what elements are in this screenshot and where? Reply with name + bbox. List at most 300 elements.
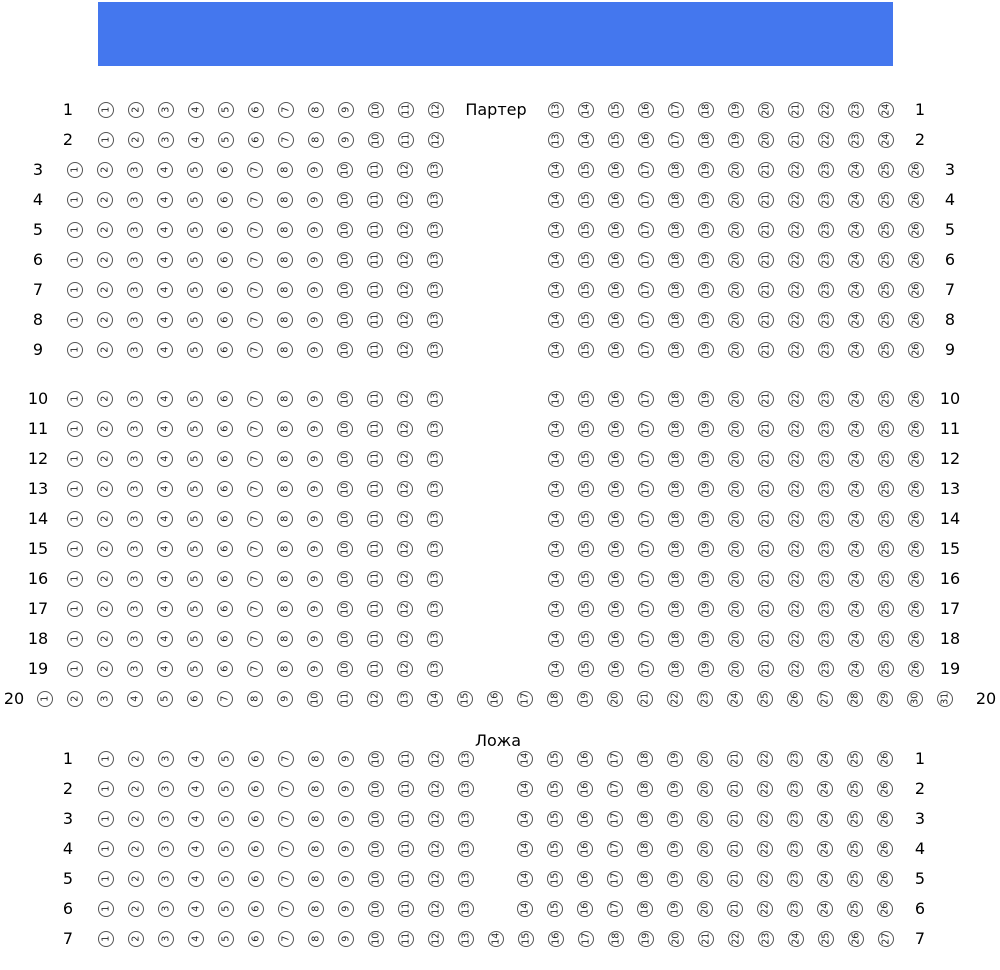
seat[interactable] (428, 781, 444, 797)
seat[interactable] (158, 132, 174, 148)
seat[interactable] (187, 162, 203, 178)
seat[interactable] (667, 781, 683, 797)
seat[interactable] (578, 451, 594, 467)
seat[interactable] (217, 252, 233, 268)
seat[interactable] (847, 781, 863, 797)
seat[interactable] (788, 192, 804, 208)
seat[interactable] (97, 282, 113, 298)
seat[interactable] (128, 811, 144, 827)
seat[interactable] (427, 252, 443, 268)
seat[interactable] (187, 282, 203, 298)
seat[interactable] (368, 751, 384, 767)
seat[interactable] (607, 871, 623, 887)
seat[interactable] (427, 571, 443, 587)
seat[interactable] (878, 931, 894, 947)
seat[interactable] (668, 282, 684, 298)
seat[interactable] (548, 511, 564, 527)
seat[interactable] (248, 102, 264, 118)
seat[interactable] (758, 571, 774, 587)
seat[interactable] (818, 342, 834, 358)
seat[interactable] (578, 631, 594, 647)
seat[interactable] (638, 391, 654, 407)
seat[interactable] (67, 541, 83, 557)
seat[interactable] (878, 252, 894, 268)
seat[interactable] (727, 751, 743, 767)
seat[interactable] (397, 691, 413, 707)
seat[interactable] (427, 192, 443, 208)
seat[interactable] (608, 601, 624, 617)
seat[interactable] (157, 511, 173, 527)
seat[interactable] (427, 162, 443, 178)
seat[interactable] (217, 661, 233, 677)
seat[interactable] (428, 132, 444, 148)
seat[interactable] (608, 342, 624, 358)
seat[interactable] (398, 751, 414, 767)
seat[interactable] (817, 691, 833, 707)
seat[interactable] (698, 312, 714, 328)
seat[interactable] (367, 571, 383, 587)
seat[interactable] (698, 282, 714, 298)
seat[interactable] (398, 102, 414, 118)
seat[interactable] (818, 192, 834, 208)
seat[interactable] (277, 601, 293, 617)
seat[interactable] (668, 252, 684, 268)
seat[interactable] (607, 751, 623, 767)
seat[interactable] (908, 631, 924, 647)
seat[interactable] (157, 571, 173, 587)
seat[interactable] (728, 931, 744, 947)
seat[interactable] (908, 661, 924, 677)
seat[interactable] (758, 601, 774, 617)
seat[interactable] (67, 282, 83, 298)
seat[interactable] (97, 222, 113, 238)
seat[interactable] (277, 222, 293, 238)
seat[interactable] (577, 691, 593, 707)
seat[interactable] (98, 781, 114, 797)
seat[interactable] (668, 931, 684, 947)
seat[interactable] (638, 162, 654, 178)
seat[interactable] (158, 871, 174, 887)
seat[interactable] (397, 601, 413, 617)
seat[interactable] (337, 691, 353, 707)
seat[interactable] (638, 132, 654, 148)
seat[interactable] (337, 391, 353, 407)
seat[interactable] (548, 192, 564, 208)
seat[interactable] (397, 192, 413, 208)
seat[interactable] (548, 631, 564, 647)
seat[interactable] (127, 571, 143, 587)
seat[interactable] (877, 811, 893, 827)
seat[interactable] (157, 661, 173, 677)
seat[interactable] (367, 391, 383, 407)
seat[interactable] (157, 481, 173, 497)
seat[interactable] (698, 102, 714, 118)
seat[interactable] (787, 781, 803, 797)
seat[interactable] (698, 342, 714, 358)
seat[interactable] (608, 421, 624, 437)
seat[interactable] (277, 511, 293, 527)
seat[interactable] (367, 252, 383, 268)
seat[interactable] (638, 222, 654, 238)
seat[interactable] (818, 252, 834, 268)
seat[interactable] (427, 451, 443, 467)
seat[interactable] (97, 571, 113, 587)
seat[interactable] (97, 421, 113, 437)
seat[interactable] (157, 252, 173, 268)
seat[interactable] (248, 781, 264, 797)
seat[interactable] (338, 781, 354, 797)
seat[interactable] (218, 931, 234, 947)
seat[interactable] (877, 781, 893, 797)
seat[interactable] (788, 252, 804, 268)
seat[interactable] (307, 282, 323, 298)
seat[interactable] (127, 192, 143, 208)
seat[interactable] (758, 132, 774, 148)
seat[interactable] (787, 871, 803, 887)
seat[interactable] (337, 342, 353, 358)
seat[interactable] (428, 102, 444, 118)
seat[interactable] (157, 222, 173, 238)
seat[interactable] (548, 132, 564, 148)
seat[interactable] (67, 601, 83, 617)
seat[interactable] (218, 132, 234, 148)
seat[interactable] (548, 541, 564, 557)
seat[interactable] (788, 451, 804, 467)
seat[interactable] (547, 901, 563, 917)
seat[interactable] (187, 391, 203, 407)
seat[interactable] (668, 391, 684, 407)
seat[interactable] (728, 282, 744, 298)
seat[interactable] (578, 102, 594, 118)
seat[interactable] (217, 571, 233, 587)
seat[interactable] (728, 421, 744, 437)
seat[interactable] (337, 631, 353, 647)
seat[interactable] (698, 451, 714, 467)
seat[interactable] (848, 541, 864, 557)
seat[interactable] (728, 631, 744, 647)
seat[interactable] (247, 282, 263, 298)
seat[interactable] (397, 342, 413, 358)
seat[interactable] (878, 342, 894, 358)
seat[interactable] (67, 312, 83, 328)
seat[interactable] (277, 451, 293, 467)
seat[interactable] (217, 162, 233, 178)
seat[interactable] (878, 102, 894, 118)
seat[interactable] (397, 451, 413, 467)
seat[interactable] (668, 451, 684, 467)
seat[interactable] (247, 312, 263, 328)
seat[interactable] (608, 451, 624, 467)
seat[interactable] (248, 132, 264, 148)
seat[interactable] (308, 901, 324, 917)
seat[interactable] (127, 691, 143, 707)
seat[interactable] (638, 541, 654, 557)
seat[interactable] (758, 252, 774, 268)
seat[interactable] (368, 781, 384, 797)
seat[interactable] (397, 222, 413, 238)
seat[interactable] (458, 841, 474, 857)
seat[interactable] (337, 511, 353, 527)
seat[interactable] (817, 811, 833, 827)
seat[interactable] (667, 691, 683, 707)
seat[interactable] (818, 631, 834, 647)
seat[interactable] (908, 421, 924, 437)
seat[interactable] (67, 691, 83, 707)
seat[interactable] (98, 871, 114, 887)
seat[interactable] (878, 391, 894, 407)
seat[interactable] (188, 781, 204, 797)
seat[interactable] (878, 312, 894, 328)
seat[interactable] (97, 391, 113, 407)
seat[interactable] (278, 811, 294, 827)
seat[interactable] (547, 691, 563, 707)
seat[interactable] (308, 102, 324, 118)
seat[interactable] (398, 811, 414, 827)
seat[interactable] (518, 931, 534, 947)
seat[interactable] (367, 421, 383, 437)
seat[interactable] (578, 541, 594, 557)
seat[interactable] (728, 601, 744, 617)
seat[interactable] (578, 162, 594, 178)
seat[interactable] (367, 481, 383, 497)
seat[interactable] (337, 192, 353, 208)
seat[interactable] (788, 421, 804, 437)
seat[interactable] (218, 901, 234, 917)
seat[interactable] (548, 102, 564, 118)
seat[interactable] (788, 391, 804, 407)
seat[interactable] (278, 102, 294, 118)
seat[interactable] (278, 931, 294, 947)
seat[interactable] (608, 312, 624, 328)
seat[interactable] (908, 571, 924, 587)
seat[interactable] (277, 391, 293, 407)
seat[interactable] (247, 661, 263, 677)
seat[interactable] (697, 841, 713, 857)
seat[interactable] (397, 312, 413, 328)
seat[interactable] (578, 571, 594, 587)
seat[interactable] (397, 631, 413, 647)
seat[interactable] (668, 541, 684, 557)
seat[interactable] (848, 282, 864, 298)
seat[interactable] (248, 841, 264, 857)
seat[interactable] (548, 601, 564, 617)
seat[interactable] (668, 421, 684, 437)
seat[interactable] (127, 661, 143, 677)
seat[interactable] (217, 451, 233, 467)
seat[interactable] (67, 162, 83, 178)
seat[interactable] (877, 871, 893, 887)
seat[interactable] (307, 661, 323, 677)
seat[interactable] (608, 192, 624, 208)
seat[interactable] (397, 162, 413, 178)
seat[interactable] (337, 601, 353, 617)
seat[interactable] (757, 781, 773, 797)
seat[interactable] (577, 781, 593, 797)
seat[interactable] (277, 691, 293, 707)
seat[interactable] (847, 811, 863, 827)
seat[interactable] (218, 811, 234, 827)
seat[interactable] (667, 841, 683, 857)
seat[interactable] (277, 661, 293, 677)
seat[interactable] (698, 631, 714, 647)
seat[interactable] (547, 841, 563, 857)
seat[interactable] (158, 901, 174, 917)
seat[interactable] (788, 342, 804, 358)
seat[interactable] (367, 451, 383, 467)
seat[interactable] (277, 541, 293, 557)
seat[interactable] (848, 481, 864, 497)
seat[interactable] (367, 282, 383, 298)
seat[interactable] (187, 252, 203, 268)
seat[interactable] (757, 841, 773, 857)
seat[interactable] (367, 342, 383, 358)
seat[interactable] (187, 481, 203, 497)
seat[interactable] (698, 511, 714, 527)
seat[interactable] (788, 571, 804, 587)
seat[interactable] (758, 312, 774, 328)
seat[interactable] (908, 192, 924, 208)
seat[interactable] (878, 631, 894, 647)
seat[interactable] (487, 691, 503, 707)
seat[interactable] (458, 871, 474, 887)
seat[interactable] (848, 601, 864, 617)
seat[interactable] (367, 162, 383, 178)
seat[interactable] (187, 691, 203, 707)
seat[interactable] (337, 661, 353, 677)
seat[interactable] (127, 601, 143, 617)
seat[interactable] (818, 511, 834, 527)
seat[interactable] (397, 481, 413, 497)
seat[interactable] (37, 691, 53, 707)
seat[interactable] (128, 901, 144, 917)
seat[interactable] (127, 631, 143, 647)
seat[interactable] (727, 691, 743, 707)
seat[interactable] (698, 571, 714, 587)
seat[interactable] (577, 871, 593, 887)
seat[interactable] (397, 421, 413, 437)
seat[interactable] (278, 781, 294, 797)
seat[interactable] (637, 751, 653, 767)
seat[interactable] (308, 871, 324, 887)
seat[interactable] (758, 421, 774, 437)
seat[interactable] (818, 421, 834, 437)
seat[interactable] (727, 781, 743, 797)
seat[interactable] (608, 282, 624, 298)
seat[interactable] (458, 781, 474, 797)
seat[interactable] (578, 252, 594, 268)
seat[interactable] (517, 901, 533, 917)
seat[interactable] (277, 252, 293, 268)
seat[interactable] (307, 391, 323, 407)
seat[interactable] (427, 691, 443, 707)
seat[interactable] (187, 192, 203, 208)
seat[interactable] (398, 871, 414, 887)
seat[interactable] (128, 132, 144, 148)
seat[interactable] (398, 781, 414, 797)
seat[interactable] (668, 312, 684, 328)
seat[interactable] (157, 342, 173, 358)
seat[interactable] (848, 661, 864, 677)
seat[interactable] (277, 192, 293, 208)
seat[interactable] (758, 451, 774, 467)
seat[interactable] (548, 282, 564, 298)
seat[interactable] (158, 811, 174, 827)
seat[interactable] (727, 811, 743, 827)
seat[interactable] (698, 421, 714, 437)
seat[interactable] (187, 342, 203, 358)
seat[interactable] (427, 391, 443, 407)
seat[interactable] (247, 162, 263, 178)
seat[interactable] (578, 511, 594, 527)
seat[interactable] (337, 162, 353, 178)
seat[interactable] (638, 661, 654, 677)
seat[interactable] (187, 222, 203, 238)
seat[interactable] (578, 931, 594, 947)
seat[interactable] (428, 931, 444, 947)
seat[interactable] (368, 811, 384, 827)
seat[interactable] (517, 811, 533, 827)
seat[interactable] (788, 541, 804, 557)
seat[interactable] (458, 931, 474, 947)
seat[interactable] (788, 102, 804, 118)
seat[interactable] (427, 342, 443, 358)
seat[interactable] (247, 691, 263, 707)
seat[interactable] (127, 222, 143, 238)
seat[interactable] (638, 282, 654, 298)
seat[interactable] (818, 162, 834, 178)
seat[interactable] (367, 312, 383, 328)
seat[interactable] (128, 751, 144, 767)
seat[interactable] (247, 192, 263, 208)
seat[interactable] (638, 102, 654, 118)
seat[interactable] (427, 481, 443, 497)
seat[interactable] (307, 451, 323, 467)
seat[interactable] (638, 601, 654, 617)
seat[interactable] (608, 391, 624, 407)
seat[interactable] (848, 342, 864, 358)
seat[interactable] (577, 811, 593, 827)
seat[interactable] (668, 192, 684, 208)
seat[interactable] (128, 781, 144, 797)
seat[interactable] (367, 541, 383, 557)
seat[interactable] (608, 511, 624, 527)
seat[interactable] (638, 312, 654, 328)
seat[interactable] (397, 391, 413, 407)
seat[interactable] (217, 192, 233, 208)
seat[interactable] (427, 312, 443, 328)
seat[interactable] (818, 282, 834, 298)
seat[interactable] (667, 871, 683, 887)
seat[interactable] (308, 841, 324, 857)
seat[interactable] (338, 901, 354, 917)
seat[interactable] (397, 541, 413, 557)
seat[interactable] (67, 481, 83, 497)
seat[interactable] (517, 841, 533, 857)
seat[interactable] (638, 252, 654, 268)
seat[interactable] (578, 391, 594, 407)
seat[interactable] (668, 631, 684, 647)
seat[interactable] (368, 102, 384, 118)
seat[interactable] (548, 252, 564, 268)
seat[interactable] (818, 541, 834, 557)
seat[interactable] (188, 901, 204, 917)
seat[interactable] (398, 901, 414, 917)
seat[interactable] (428, 901, 444, 917)
seat[interactable] (608, 661, 624, 677)
seat[interactable] (187, 631, 203, 647)
seat[interactable] (788, 601, 804, 617)
seat[interactable] (787, 901, 803, 917)
